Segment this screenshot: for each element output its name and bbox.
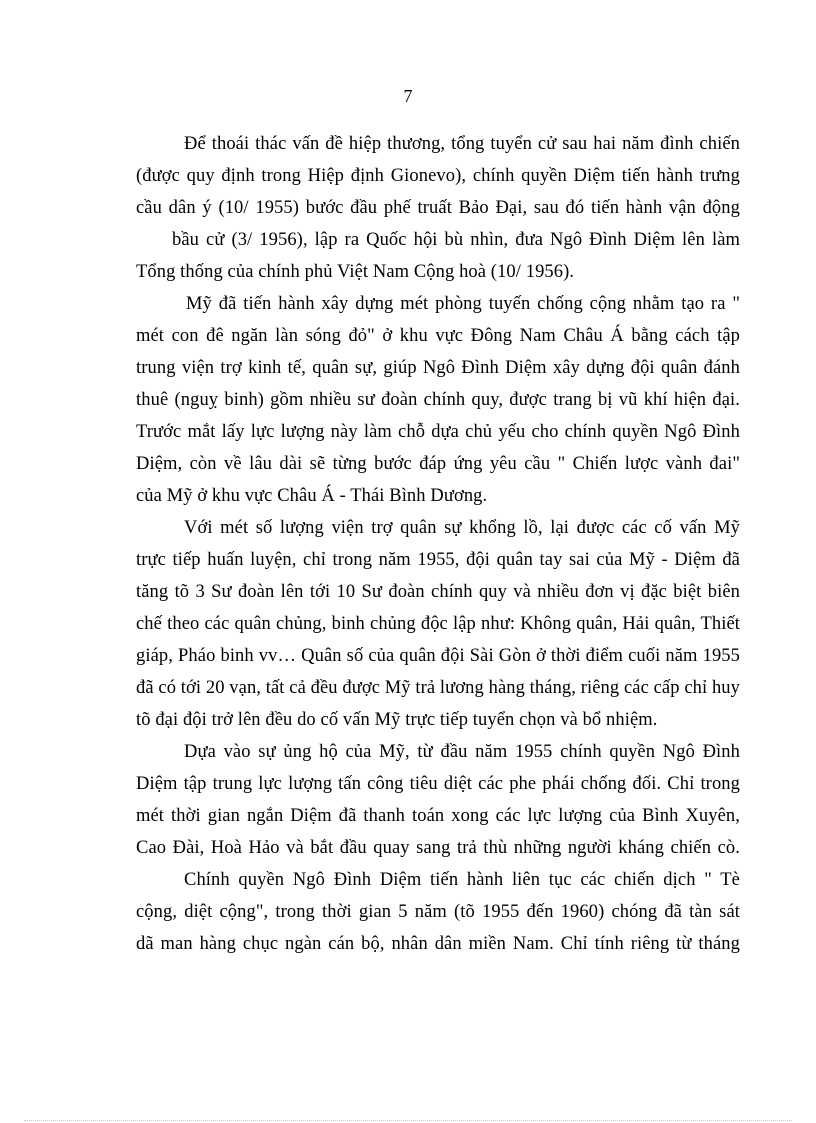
text-line: Diệm tập trung lực lượng tấn công tiêu diệt các phe phái chống đối. Chỉ trong <box>136 774 740 794</box>
text-line: (được quy định trong Hiệp định Gionevo), chính quyền Diệm tiến hành trưng <box>136 166 740 186</box>
text-line: thuê (nguỵ binh) gồm nhiều sư đoàn chính quy, được trang bị vũ khí hiện đại. <box>136 390 740 410</box>
text-line: Diệm, còn về lâu dài sẽ từng bước đáp ứng yêu cầu " Chiến lược vành đai" <box>136 454 740 474</box>
text-line: Chính quyền Ngô Đình Diệm tiến hành liên tục các chiến dịch " Tè <box>184 870 740 890</box>
text-line: dã man hàng chục ngàn cán bộ, nhân dân miền Nam. Chỉ tính riêng từ tháng <box>136 934 740 954</box>
text-line: mét thời gian ngắn Diệm đã thanh toán xong các lực lượng của Bình Xuyên, <box>136 806 740 826</box>
page-bottom-divider <box>24 1120 792 1121</box>
text-line: cộng, diệt cộng", trong thời gian 5 năm (tõ 1955 đến 1960) chóng đã tàn sát <box>136 902 740 922</box>
text-line: chế theo các quân chủng, binh chủng độc lập như: Không quân, Hải quân, Thiết <box>136 614 740 634</box>
text-line: trực tiếp huấn luyện, chỉ trong năm 1955, đội quân tay sai của Mỹ - Diệm đã <box>136 550 740 570</box>
text-line: Dựa vào sự ủng hộ của Mỹ, từ đầu năm 1955 chính quyền Ngô Đình <box>184 742 740 762</box>
text-line: Để thoái thác vấn đề hiệp thương, tổng tuyển cử sau hai năm đình chiến <box>184 134 740 154</box>
text-line: Cao Đài, Hoà Hảo và bắt đầu quay sang trả thù những người kháng chiến cò. <box>136 838 740 858</box>
text-line: mét con đê ngăn làn sóng đỏ" ở khu vực Đông Nam Châu Á bằng cách tập <box>136 326 740 346</box>
text-line: tõ đại đội trở lên đều do cố vấn Mỹ trực tiếp tuyển chọn và bổ nhiệm. <box>136 710 658 730</box>
text-line: Trước mắt lấy lực lượng này làm chỗ dựa chủ yếu cho chính quyền Ngô Đình <box>136 422 740 442</box>
text-line: đã có tới 20 vạn, tất cả đều được Mỹ trả lương hàng tháng, riêng các cấp chỉ huy <box>136 678 740 698</box>
document-body <box>136 128 740 960</box>
text-line: của Mỹ ở khu vực Châu Á - Thái Bình Dương. <box>136 486 488 506</box>
text-line: giáp, Pháo binh vv… Quân số của quân đội Sài Gòn ở thời điểm cuối năm 1955 <box>136 646 740 666</box>
text-line: trung viện trợ kinh tế, quân sự, giúp Ngô Đình Diệm xây dựng đội quân đánh <box>136 358 740 378</box>
text-line: Mỹ đã tiến hành xây dựng mét phòng tuyến chống cộng nhằm tạo ra " <box>186 294 740 314</box>
text-line: tăng tõ 3 Sư đoàn lên tới 10 Sư đoàn chính quy và nhiều đơn vị đặc biệt biên <box>136 582 740 602</box>
page-number: 7 <box>403 86 413 106</box>
text-line: Với mét số lượng viện trợ quân sự khổng lồ, lại được các cố vấn Mỹ <box>184 518 740 538</box>
text-line: Tổng thống của chính phủ Việt Nam Cộng hoà (10/ 1956). <box>136 262 575 282</box>
text-line: cầu dân ý (10/ 1955) bước đầu phế truất Bảo Đại, sau đó tiến hành vận động <box>136 198 740 218</box>
text-line: bầu cử (3/ 1956), lập ra Quốc hội bù nhìn, đưa Ngô Đình Diệm lên làm <box>172 230 740 250</box>
